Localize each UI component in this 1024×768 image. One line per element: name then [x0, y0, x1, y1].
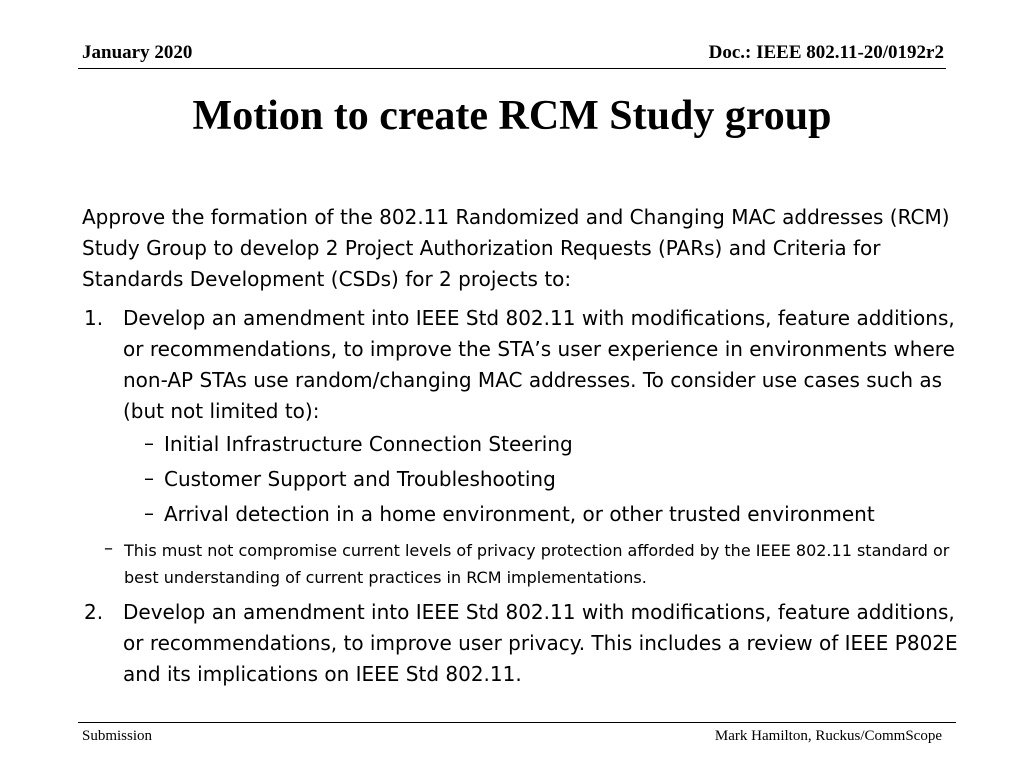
dash-bullet: – — [144, 501, 154, 525]
footer-divider — [78, 722, 956, 723]
header-doc-id: Doc.: IEEE 802.11-20/0192r2 — [708, 42, 944, 63]
dash-bullet: – — [144, 466, 154, 490]
sub-item-text: Arrival detection in a home environment, or other trusted environment — [164, 502, 875, 526]
dash-bullet: – — [104, 538, 113, 559]
intro-paragraph: Approve the formation of the 802.11 Randomized and Changing MAC addresses (RCM) Study Group to develop 2 Project Authorization Requests (PARs) and Criteria for Standards Development (CSDs) for 2 projects to: — [82, 205, 950, 291]
slide-title: Motion to create RCM Study group — [192, 93, 832, 139]
header-divider — [78, 68, 946, 69]
privacy-note-text: This must not compromise current levels of privacy protection afforded by the IEEE 802.11 standard or best understanding of current practices in RCM implementations. — [124, 541, 950, 587]
list-item-number: 2. — [84, 600, 104, 624]
footer-submission: Submission — [82, 728, 153, 744]
footer-author: Mark Hamilton, Ruckus/CommScope — [714, 728, 942, 744]
header-date: January 2020 — [82, 42, 193, 63]
list-item-number: 1. — [84, 306, 104, 330]
sub-item-text: Initial Infrastructure Connection Steering — [164, 432, 573, 456]
list-item-text: Develop an amendment into IEEE Std 802.11 with modifications, feature additions, or recommendations, to improve user privacy. This includes a review of IEEE P802E and its implications on IEEE Std 802.11. — [123, 600, 958, 686]
dash-bullet: – — [144, 431, 154, 455]
list-item-text: Develop an amendment into IEEE Std 802.11 with modifications, feature additions, or recommendations, to improve the STA’s user experience in environments where non-AP STAs use random/changing MAC addresses. To consider use cases such as (but not limited to): — [123, 306, 955, 423]
sub-item-text: Customer Support and Troubleshooting — [164, 467, 556, 491]
